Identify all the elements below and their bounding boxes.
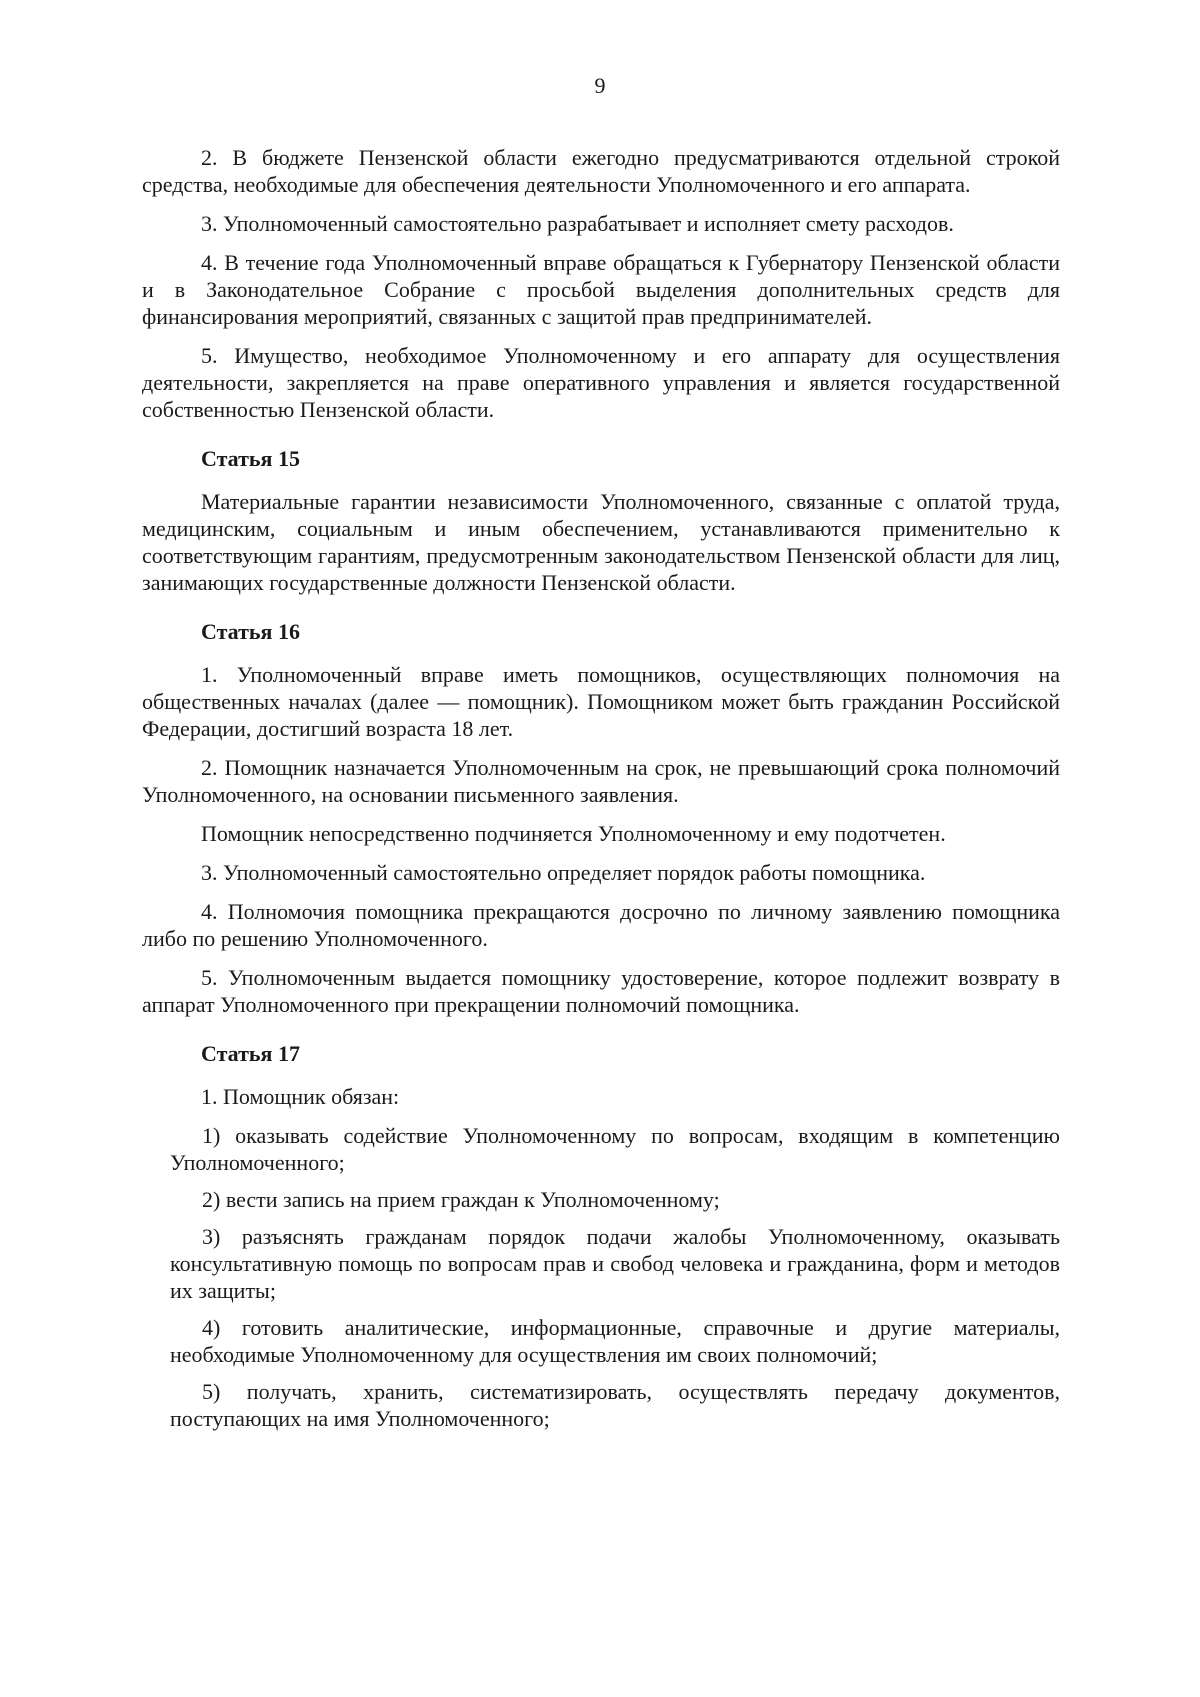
list-item: 2) вести запись на прием граждан к Уполномоченному; [202,1187,720,1212]
list-item: 1) оказывать содействие Уполномоченному по вопросам, входящим в компетенцию Уполномоченного; [170,1123,1060,1175]
paragraph: 5. Имущество, необходимое Уполномоченному и его аппарату для осуществления деятельности, закрепляется на праве оперативного управления и является государственной собственностью Пензенской области. [142,343,1060,422]
article-heading: Статья 15 [201,446,300,471]
paragraph: 3. Уполномоченный самостоятельно определяет порядок работы помощника. [201,860,926,885]
paragraph: 5. Уполномоченным выдается помощнику удостоверение, которое подлежит возврату в аппарат Уполномоченного при прекращении полномочий помощника. [142,965,1060,1017]
paragraph: 4. Полномочия помощника прекращаются досрочно по личному заявлению помощника либо по решению Уполномоченного. [142,899,1060,951]
article-15 [142,445,1060,596]
article-heading: Статья 16 [201,619,300,644]
paragraph: Помощник непосредственно подчиняется Уполномоченному и ему подотчетен. [201,821,946,846]
paragraph: 1. Помощник обязан: [201,1084,400,1109]
paragraph: 4. В течение года Уполномоченный вправе обращаться к Губернатору Пензенской области и в Законодательное Собрание с просьбой выделения дополнительных средств для финансирования мероприятий, связанных с защитой прав предпринимателей. [142,250,1060,329]
paragraph: 1. Уполномоченный вправе иметь помощников, осуществляющих полномочия на общественных началах (далее — помощник). Помощником может быть гражданин Российской Федерации, достигший возраста 18 лет. [142,662,1060,741]
article-17 [142,1040,1060,1432]
article-14-continuation [142,144,1060,423]
article-16 [142,618,1060,1018]
page-number: 9 [594,73,606,98]
paragraph: Материальные гарантии независимости Уполномоченного, связанные с оплатой труда, медицинским, социальным и иным обеспечением, устанавливаются применительно к соответствующим гарантиям, предусмотренным законодательством Пензенской области для лиц, занимающих государственные должности Пензенской области. [142,489,1060,595]
list-item: 3) разъяснять гражданам порядок подачи жалобы Уполномоченному, оказывать консультативную помощь по вопросам прав и свобод человека и гражданина, форм и методов их защиты; [170,1224,1060,1303]
paragraph: 2. В бюджете Пензенской области ежегодно предусматриваются отдельной строкой средства, необходимые для обеспечения деятельности Уполномоченного и его аппарата. [142,145,1060,197]
list-item: 4) готовить аналитические, информационные, справочные и другие материалы, необходимые Уполномоченному для осуществления им своих полномочий; [170,1315,1060,1367]
paragraph: 3. Уполномоченный самостоятельно разрабатывает и исполняет смету расходов. [201,211,954,236]
article-heading: Статья 17 [201,1041,300,1066]
paragraph: 2. Помощник назначается Уполномоченным на срок, не превышающий срока полномочий Уполномоченного, на основании письменного заявления. [142,755,1060,807]
list-item: 5) получать, хранить, систематизировать, осуществлять передачу документов, поступающих на имя Уполномоченного; [170,1379,1060,1431]
duties-list [142,1122,1060,1432]
document-body [142,144,1060,1442]
